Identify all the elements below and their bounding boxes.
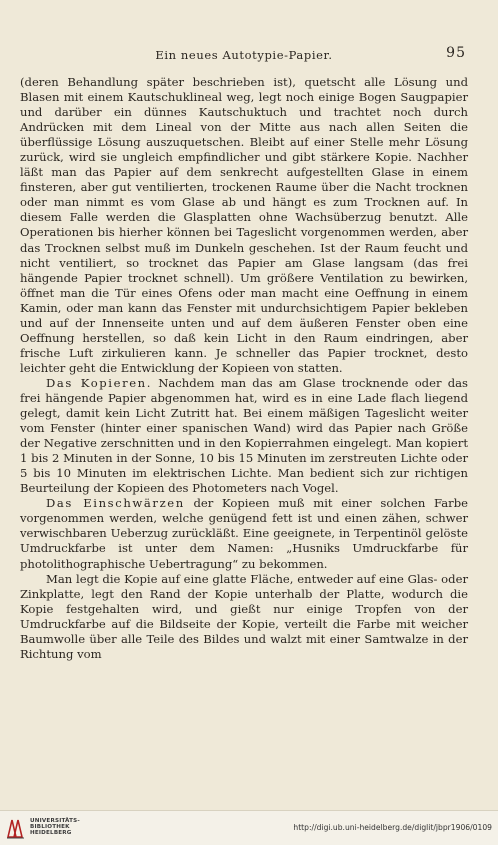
paragraph-kopieren [20, 376, 468, 496]
digitization-footer [0, 810, 498, 845]
section-lead-einschwaerzen: Das Einschwärzen [46, 496, 185, 511]
source-url[interactable]: http://digi.ub.uni-heidelberg.de/diglit/jbpr1906/0109 [293, 823, 492, 832]
library-logo-icon [6, 817, 26, 839]
paragraph-text: Man legt die Kopie auf eine glatte Fläche, entweder auf eine Glas- oder Zinkplatte, legt den Rand der Kopie unterhalb der Platte, wodurch die Kopie festgehalten wird, und gießt nur einige Tropfen von der Umdruckfarbe auf die Bildseite der Kopie, verteilt die Farbe mit weicher Baumwolle über alle Teile des Bildes und walzt mit einer Samtwalze in der Richtung vom [20, 571, 468, 661]
paragraph-4 [20, 572, 468, 662]
page-body [20, 75, 468, 662]
paragraph-1 [20, 75, 468, 376]
page-header [20, 45, 468, 65]
section-lead-kopieren: Das Kopieren. [46, 375, 153, 390]
paragraph-text: Nachdem man das am Glase trocknende oder das frei hängende Papier abgenommen hat, wird es in eine Lade flach liegend gelegt, damit kein Licht Zutritt hat. Bei einem mäßigen Tageslicht weiter vom Fenster (hinter einer spanischen Wand) wird das Papier nach Größe der Negative zerschnitten und in den Kopierrahmen eingelegt. Man kopiert 1 bis 2 Minuten in der Sonne, 10 bis 15 Minuten im zerstreuten Lichte oder 5 bis 10 Minuten im elektrischen Lichte. Man bedient sich zur richtigen Beurteilung der Kopieen des Photometers nach Vogel. [20, 375, 468, 496]
running-title: Ein neues Autotypie-Papier. [155, 48, 333, 62]
page-number: 95 [446, 45, 466, 61]
paragraph-text: der Kopieen muß mit einer solchen Farbe vorgenommen werden, welche genügend fett ist und einen zähen, schwer verwischbaren Ueberzug zurückläßt. Eine geeignete, in Terpentinöl gelöste Umdruckfarbe ist unter dem Namen: „Husniks Umdruckfarbe für photolithographische Uebertragung“ zu bekommen. [20, 496, 468, 571]
paragraph-text: (deren Behandlung später beschrieben ist), quetscht alle Lösung und Blasen mit einem Kautschuklineal weg, legt noch einige Bogen Saugpapier und darüber ein dünnes Kautschuktuch und trachtet noch durch Andrücken mit dem Lineal von der Mitte aus nach allen Seiten die überflüssige Lösung auszuquetschen. Bleibt auf einer Stelle mehr Lösung zurück, wird sie ungleich empfindlicher und gibt stärkere Kopie. Nachher läßt man das Papier auf dem senkrecht aufgestellten Glase in einem finsteren, aber gut ventilierten, trockenen Raume über die Nacht trocknen oder man nimmt es vom Glase ab und hängt es zum Trocknen auf. In diesem Falle werden die Glasplatten ohne Wachsüberzug benutzt. Alle Operationen bis hierher können bei Tageslicht vorgenommen werden, aber das Trocknen selbst muß im Dunkeln geschehen. Ist der Raum feucht und nicht ventiliert, so trocknet das Papier am Glase langsam (das frei hängende Papier trocknet schnell). Um größere Ventilation zu bewirken, öffnet man die Tür eines Ofens oder man macht eine Oeffnung in einem Kamin, oder man kann das Fenster mit undurchsichtigem Papier bekleben und auf der Innenseite unten und auf dem äußeren Fenster oben eine Oeffnung herstellen, so daß kein Licht in den Raum eindringen, aber frische Luft zirkulieren kann. Je schneller das Papier trocknet, desto leichter geht die Entwicklung der Kopieen von statten. [20, 75, 468, 375]
paragraph-einschwaerzen [20, 496, 468, 571]
library-logo-text: UNIVERSITÄTS- BIBLIOTHEK HEIDELBERG [30, 818, 80, 837]
